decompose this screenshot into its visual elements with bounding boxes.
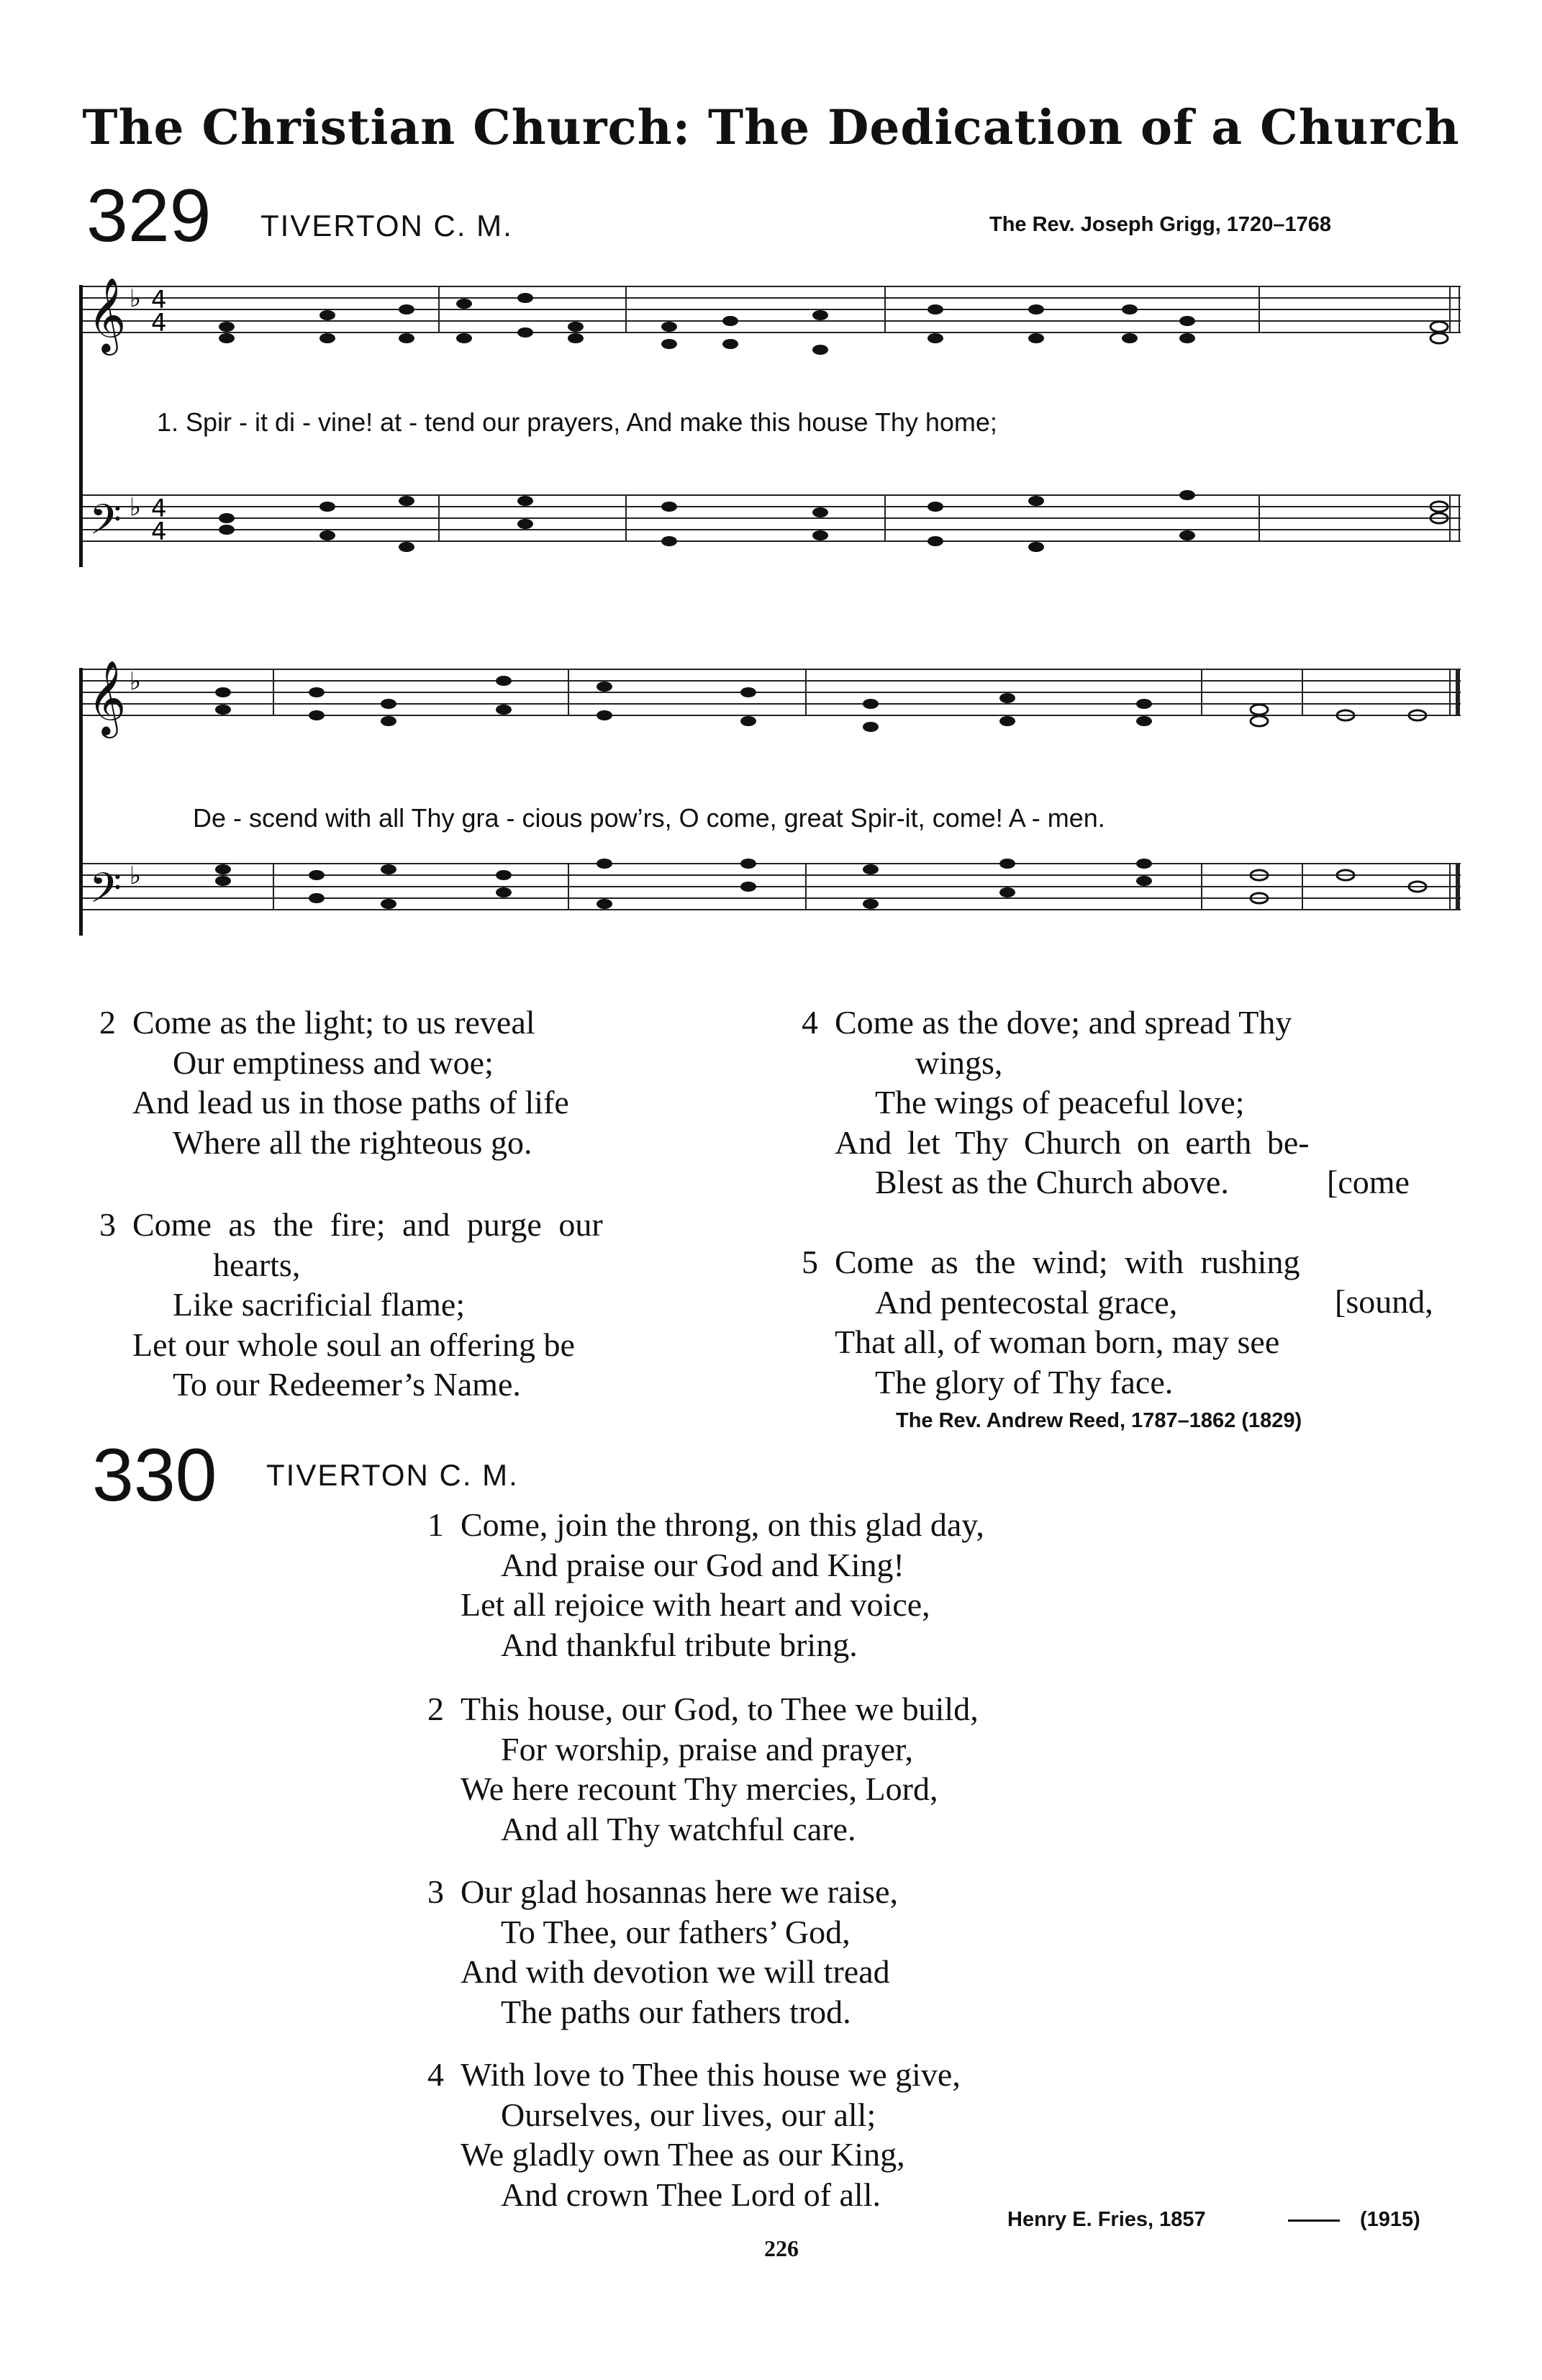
music-system-2 xyxy=(79,648,1464,957)
svg-text:♭: ♭ xyxy=(130,861,142,890)
verse-line: Ourselves, our lives, our all; xyxy=(501,2096,876,2133)
hymn-number-329: 329 xyxy=(86,174,212,258)
tune-name-329: TIVERTON C. M. xyxy=(260,209,513,243)
verse-line: And thankful tribute bring. xyxy=(501,1626,858,1663)
verse-line: To Thee, our fathers’ God, xyxy=(501,1913,851,1950)
verse-line: Like sacrificial flame; xyxy=(173,1286,466,1323)
verse-line: Blest as the Church above. xyxy=(875,1164,1229,1200)
verse-line: We here recount Thy mercies, Lord, xyxy=(461,1770,938,1807)
verse-line: Where all the righteous go. xyxy=(173,1123,532,1161)
verse-number: 3 xyxy=(427,1873,444,1910)
verse-line: Come as the fire; and purge our xyxy=(132,1206,603,1243)
svg-text:♭: ♭ xyxy=(130,493,142,522)
verse-line: This house, our God, to Thee we build, xyxy=(461,1691,979,1727)
verse-line: The wings of peaceful love; xyxy=(875,1084,1245,1121)
verse-line: Let all rejoice with heart and voice, xyxy=(461,1586,930,1623)
svg-text:♭: ♭ xyxy=(130,284,142,313)
verse-line: And crown Thee Lord of all. xyxy=(501,2176,881,2213)
verse-line: For worship, praise and prayer, xyxy=(501,1730,914,1768)
verse-line: And lead us in those paths of life xyxy=(132,1084,569,1121)
hymn330-verse-1 xyxy=(427,1505,984,1665)
verse-line: Come as the light; to us reveal xyxy=(132,1004,535,1041)
verse-line: And all Thy watchful care. xyxy=(501,1810,856,1847)
verse-line: We gladly own Thee as our King, xyxy=(461,2136,905,2173)
verse-4 xyxy=(802,1003,1310,1203)
section-header: The Christian Church: The Dedication of a Church xyxy=(82,99,1460,155)
credit-330-name: Henry E. Fries, 1857 xyxy=(1007,2208,1206,2231)
credit-330-year: (1915) xyxy=(1360,2208,1420,2231)
page-number: 226 xyxy=(764,2235,799,2261)
verse-number: 5 xyxy=(802,1244,818,1280)
svg-text:𝄢: 𝄢 xyxy=(89,495,122,554)
verse-line: Our emptiness and woe; xyxy=(173,1044,494,1081)
svg-text:4: 4 xyxy=(151,286,167,315)
verse-line: Let our whole soul an offering be xyxy=(132,1326,575,1363)
lyrics-line-1: 1. Spir - it di - vine! at - tend our prayers, And make this house Thy home; xyxy=(157,407,997,437)
verse-line: The glory of Thy face. xyxy=(875,1363,1174,1401)
verse-number: 2 xyxy=(99,1004,116,1041)
svg-text:𝄞: 𝄞 xyxy=(88,277,127,353)
verse-line: wings, xyxy=(915,1044,1003,1081)
credit-dash xyxy=(1288,2220,1340,2222)
verse-line: And pentecostal grace, xyxy=(875,1283,1178,1321)
verse-5-turnover: [sound, xyxy=(1335,1283,1433,1320)
verse-4-turnover: [come xyxy=(1327,1164,1410,1200)
verse-number: 4 xyxy=(427,2056,444,2093)
hymn330-verse-4 xyxy=(427,2055,961,2214)
svg-text:4: 4 xyxy=(151,517,167,546)
svg-text:♭: ♭ xyxy=(130,667,142,696)
verse-line: That all, of woman born, may see xyxy=(835,1324,1280,1360)
verse-number: 4 xyxy=(802,1004,818,1041)
tune-name-330: TIVERTON C. M. xyxy=(266,1458,519,1492)
hymn-number-330: 330 xyxy=(92,1434,217,1517)
verse-line: And praise our God and King! xyxy=(501,1546,904,1583)
svg-text:𝄞: 𝄞 xyxy=(88,660,127,736)
verse-line: hearts, xyxy=(213,1246,301,1283)
verse-line: And let Thy Church on earth be- xyxy=(835,1123,1310,1161)
verse-3 xyxy=(99,1205,603,1405)
verse-line: The paths our fathers trod. xyxy=(501,1993,851,2030)
svg-text:𝄢: 𝄢 xyxy=(89,864,122,923)
verse-line: With love to Thee this house we give, xyxy=(461,2056,961,2093)
verse-5-lines-3-4 xyxy=(835,1322,1279,1402)
lyrics-line-2: De - scend with all Thy gra - cious pow’rs, O come, great Spir-it, come! A - men. xyxy=(193,803,1105,833)
verse-number: 1 xyxy=(427,1506,444,1543)
verse-number: 2 xyxy=(427,1691,444,1727)
credit-329: The Rev. Andrew Reed, 1787–1862 (1829) xyxy=(896,1409,1302,1432)
svg-text:4: 4 xyxy=(151,494,167,523)
verse-line: And with devotion we will tread xyxy=(461,1953,890,1990)
svg-text:4: 4 xyxy=(151,309,167,338)
verse-2 xyxy=(99,1003,569,1162)
verse-line: Our glad hosannas here we raise, xyxy=(461,1873,898,1910)
verse-line: Come as the dove; and spread Thy xyxy=(835,1004,1292,1041)
hymn330-verse-2 xyxy=(427,1689,979,1849)
verse-line: Come as the wind; with rushing xyxy=(835,1244,1300,1280)
author-329: The Rev. Joseph Grigg, 1720–1768 xyxy=(989,213,1331,236)
hymn330-verse-3 xyxy=(427,1872,898,2032)
verse-line: Come, join the throng, on this glad day, xyxy=(461,1506,984,1543)
verse-line: To our Redeemer’s Name. xyxy=(173,1366,521,1403)
verse-number: 3 xyxy=(99,1206,116,1243)
